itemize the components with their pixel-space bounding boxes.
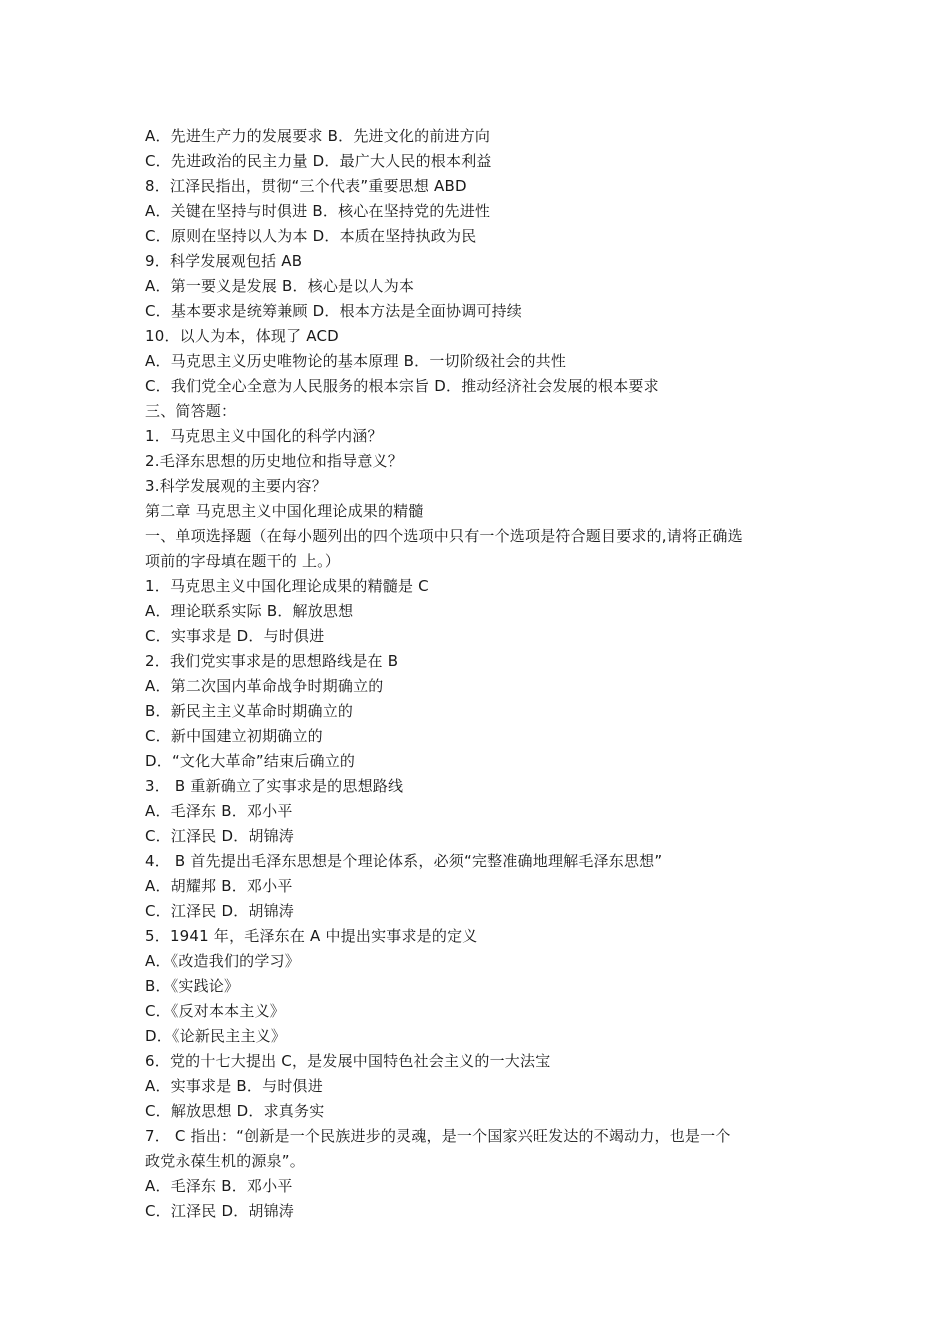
question-line: 8．江泽民指出，贯彻“三个代表”重要思想 ABD: [145, 177, 467, 195]
question-line: 1．马克思主义中国化理论成果的精髓是 C: [145, 577, 429, 595]
text-line: A．胡耀邦 B．邓小平: [145, 877, 293, 895]
text-line: B．新民主主义革命时期确立的: [145, 702, 354, 720]
text-line: C．原则在坚持以人为本 D．本质在坚持执政为民: [145, 227, 477, 245]
text-line: C．《反对本本主义》: [145, 1002, 285, 1020]
text-line: A．理论联系实际 B．解放思想: [145, 602, 354, 620]
text-line: A．《改造我们的学习》: [145, 952, 300, 970]
section-heading: 一、单项选择题（在每小题列出的四个选项中只有一个选项是符合题目要求的,请将正确选: [145, 527, 743, 545]
text-line: A．第二次国内革命战争时期确立的: [145, 677, 384, 695]
text-line: C．江泽民 D．胡锦涛: [145, 1202, 294, 1220]
text-line: A．第一要义是发展 B．核心是以人为本: [145, 277, 415, 295]
question-line: 2.毛泽东思想的历史地位和指导意义？: [145, 452, 403, 470]
text-line: A．实事求是 B．与时俱进: [145, 1077, 323, 1095]
question-line: 6．党的十七大提出 C，是发展中国特色社会主义的一大法宝: [145, 1052, 551, 1070]
question-line: 4． B 首先提出毛泽东思想是个理论体系，必须“完整准确地理解毛泽东思想”: [145, 852, 663, 870]
text-line: A．毛泽东 B．邓小平: [145, 1177, 293, 1195]
text-line: D．《论新民主主义》: [145, 1027, 287, 1045]
question-line: 3.科学发展观的主要内容？: [145, 477, 327, 495]
question-line-continued: 政党永葆生机的源泉”。: [145, 1152, 305, 1170]
section-heading-continued: 项前的字母填在题干的 上。）: [145, 552, 341, 570]
question-line: 5．1941 年，毛泽东在 A 中提出实事求是的定义: [145, 927, 478, 945]
text-line: C．基本要求是统筹兼顾 D．根本方法是全面协调可持续: [145, 302, 522, 320]
question-line: 10．以人为本，体现了 ACD: [145, 327, 339, 345]
text-line: A．毛泽东 B．邓小平: [145, 802, 293, 820]
question-line: 3． B 重新确立了实事求是的思想路线: [145, 777, 404, 795]
text-line: C．江泽民 D．胡锦涛: [145, 902, 294, 920]
text-line: B．《实践论》: [145, 977, 240, 995]
question-line: 1．马克思主义中国化的科学内涵？: [145, 427, 383, 445]
document-body: [145, 124, 815, 1224]
text-line: D．“文化大革命”结束后确立的: [145, 752, 356, 770]
text-line: A．马克思主义历史唯物论的基本原理 B．一切阶级社会的共性: [145, 352, 567, 370]
text-line: C．新中国建立初期确立的: [145, 727, 323, 745]
text-line: A．先进生产力的发展要求 B．先进文化的前进方向: [145, 127, 491, 145]
text-line: C．江泽民 D．胡锦涛: [145, 827, 294, 845]
text-line: A．关键在坚持与时俱进 B．核心在坚持党的先进性: [145, 202, 491, 220]
chapter-heading: 第二章 马克思主义中国化理论成果的精髓: [145, 502, 424, 520]
question-line: 9．科学发展观包括 AB: [145, 252, 303, 270]
section-heading: 三、简答题：: [145, 402, 237, 420]
question-line: 7． C 指出：“创新是一个民族进步的灵魂，是一个国家兴旺发达的不竭动力，也是一个: [145, 1127, 731, 1145]
question-line: 2．我们党实事求是的思想路线是在 B: [145, 652, 399, 670]
text-line: C．解放思想 D．求真务实: [145, 1102, 325, 1120]
text-line: C．我们党全心全意为人民服务的根本宗旨 D．推动经济社会发展的根本要求: [145, 377, 659, 395]
text-line: C．先进政治的民主力量 D．最广大人民的根本利益: [145, 152, 492, 170]
text-line: C．实事求是 D．与时俱进: [145, 627, 325, 645]
